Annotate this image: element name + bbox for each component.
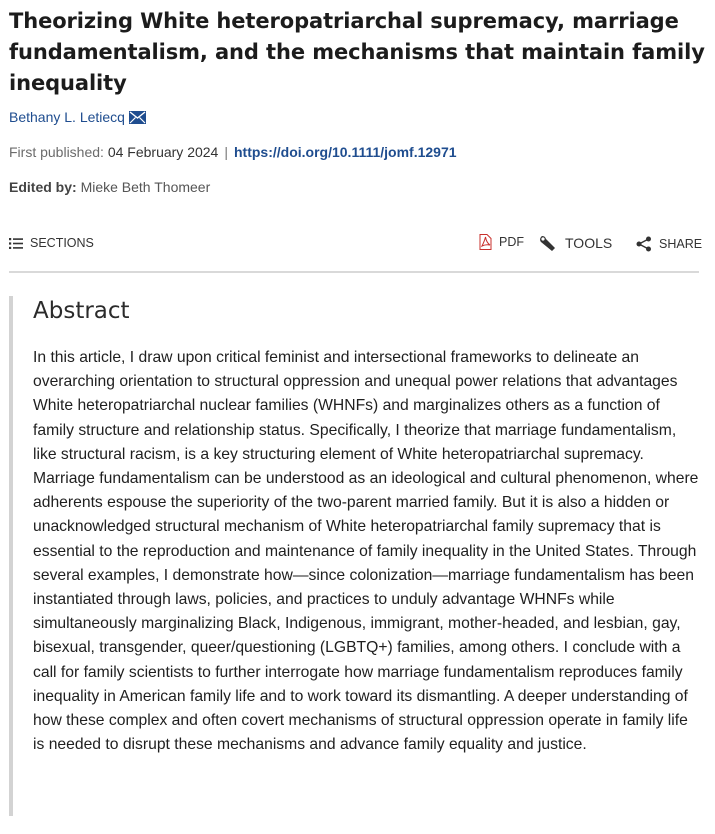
publication-info bbox=[9, 144, 457, 160]
share-label: SHARE bbox=[659, 237, 703, 251]
editor-name: Mieke Beth Thomeer bbox=[80, 179, 211, 195]
toolbar-divider bbox=[9, 271, 699, 273]
abstract-section bbox=[9, 296, 703, 816]
article-toolbar bbox=[9, 232, 703, 260]
doi-link[interactable]: https://doi.org/10.1111/jomf.12971 bbox=[234, 144, 457, 160]
pdf-label: PDF bbox=[499, 235, 524, 249]
separator: | bbox=[224, 144, 228, 160]
pdf-button[interactable] bbox=[478, 234, 524, 250]
edited-by-label: Edited by: bbox=[9, 179, 77, 195]
abstract-text: In this article, I draw upon critical feminist and intersectional frameworks to delineate an overarching orientation to structural oppression and unequal power relations that advantages White heteropatriarchal nuclear families (WHNFs) and marginalizes others as a function of family structure and relationship status. Specifically, I theorize that marriage fundamentalism, like structural racism, is a key structuring element of White heteropatriarchal supremacy. Marriage fundamentalism can be understood as an ideological and cultural phenomenon, where adherents espouse the superiority of the two-parent married family. But it is also a hidden or unacknowledged structural mechanism of White heteropatriarchal family supremacy that is essential to the reproduction and maintenance of family inequality in the United States. Through several examples, I demonstrate how—since colonization—marriage fundamentalism has been instantiated through laws, policies, and practices to unduly advantage WHNFs while simultaneously marginalizing Black, Indigenous, immigrant, mother-headed, and lesbian, gay, bisexual, transgender, queer/questioning (LGBTQ+) families, among others. I conclude with a call for family scientists to further interrogate how marriage fundamentalism reproduces family inequality in American family life and to work toward its dismantling. A deeper understanding of how these complex and often covert mechanisms of structural oppression operate in family life is needed to disrupt these mechanisms and advance family equality and justice. bbox=[33, 349, 699, 754]
sections-label: SECTIONS bbox=[30, 236, 94, 250]
edited-by bbox=[9, 179, 210, 195]
sections-button[interactable] bbox=[9, 236, 94, 250]
first-published-label: First published: bbox=[9, 144, 104, 160]
share-button[interactable] bbox=[636, 236, 702, 252]
abstract-heading: Abstract bbox=[33, 298, 130, 324]
article-title: Theorizing White heteropatriarchal supremacy, marriage fundamentalism, and the mechanisms that maintain family inequality bbox=[9, 9, 705, 95]
share-icon bbox=[636, 236, 652, 252]
tools-button[interactable] bbox=[538, 234, 612, 252]
pdf-icon bbox=[478, 234, 492, 250]
envelope-icon[interactable] bbox=[129, 111, 146, 124]
tools-label: TOOLS bbox=[565, 235, 613, 251]
first-published-date: 04 February 2024 bbox=[107, 144, 219, 160]
wrench-icon bbox=[538, 234, 558, 252]
author-link[interactable]: Bethany L. Letiecq bbox=[9, 109, 125, 125]
author-line bbox=[9, 109, 146, 125]
list-icon bbox=[9, 238, 23, 249]
